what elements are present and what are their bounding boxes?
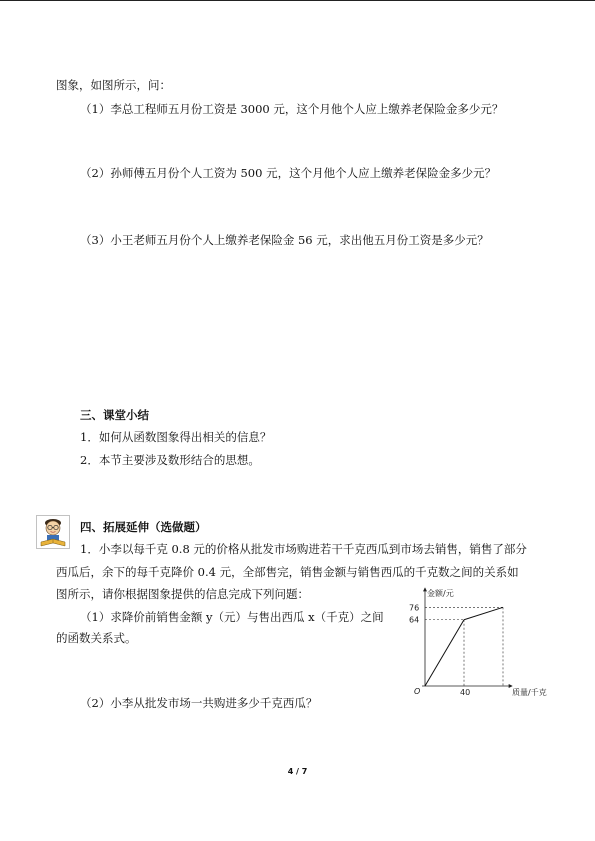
x-tick-label-40: 40 — [460, 688, 471, 697]
summary-item-1: 1．如何从函数图象得出相关的信息？ — [80, 430, 272, 444]
sub-question-2: （2）小李从批发市场一共购进多少千克西瓜？ — [80, 696, 318, 710]
y-tick-label-76: 76 — [409, 603, 420, 613]
question-1: （1）李总工程师五月份工资是 3000 元，这个月他个人应上缴养老保险金多少元？ — [80, 102, 504, 116]
data-segment-2 — [464, 607, 503, 619]
problem-line-1: 1．小李以每千克 0.8 元的价格从批发市场购进若干千克西瓜到市场去销售，销售了部分 — [80, 542, 527, 556]
reading-student-icon — [36, 515, 70, 549]
problem-line-3: 图所示，请你根据图象提供的信息完成下列问题： — [56, 587, 309, 601]
origin-label: O — [414, 687, 421, 696]
section-4-title: 四、拓展延伸（选做题） — [80, 520, 207, 534]
top-rule — [0, 0, 595, 1]
section-3-title: 三、课堂小结 — [80, 408, 149, 422]
question-2: （2）孙师傅五月份个人工资为 500 元，这个月他个人应上缴养老保险金多少元？ — [80, 166, 497, 180]
y-tick-label-64: 64 — [409, 615, 420, 625]
problem-line-2: 西瓜后，余下的每千克降价 0.4 元，全部售完，销售金额与销售西瓜的千克数之间的关系如 — [56, 565, 519, 579]
page-number: 4 / 7 — [287, 767, 308, 776]
y-axis-label: 金额/元 — [427, 589, 454, 598]
summary-item-2: 2．本节主要涉及数形结合的思想。 — [80, 453, 260, 467]
data-segment-1 — [425, 620, 464, 686]
sales-graph — [400, 582, 575, 700]
sub-question-1-line-1: （1）求降价前销售金额 y（元）与售出西瓜 x（千克）之间 — [80, 610, 384, 624]
question-3: （3）小王老师五月份个人上缴养老保险金 56 元，求出他五月份工资是多少元？ — [80, 233, 489, 247]
x-axis-label: 质量/千克 — [512, 688, 547, 697]
intro-line: 图象，如图所示，问： — [56, 78, 171, 92]
sub-question-1-line-2: 的函数关系式。 — [56, 631, 137, 645]
